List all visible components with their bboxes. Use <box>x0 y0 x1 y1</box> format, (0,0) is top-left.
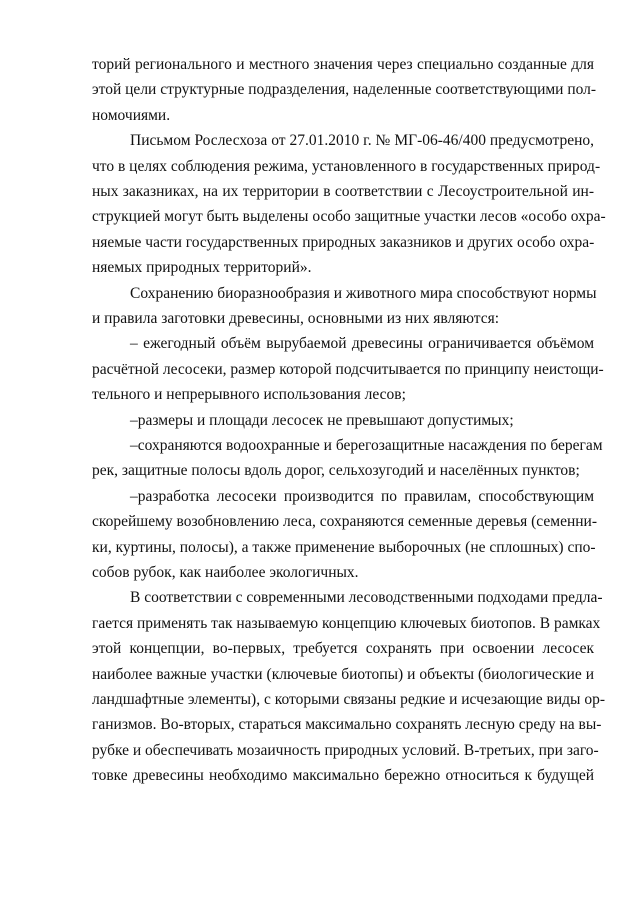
text-line: –сохраняются водоохранные и берегозащитные насаждения по берегам <box>130 437 603 454</box>
text-line: ки, куртины, полосы), а также применение выборочных (не сплошных) спо- <box>92 538 596 556</box>
text-line: – ежегодный объём вырубаемой древесины ограничивается объёмом <box>130 335 594 353</box>
text-line: В соответствии с современными лесоводственными подходами предла- <box>130 589 603 607</box>
text-line: ганизмов. Во-вторых, стараться максимально сохранять лесную среду на вы- <box>92 716 602 734</box>
text-line: этой концепции, во-первых, требуется сохранять при освоении лесосек <box>92 640 594 658</box>
text-line: ландшафтные элементы), с которыми связаны редкие и исчезающие виды ор- <box>92 691 605 708</box>
text-line: гается применять так называемую концепцию ключевых биотопов. В рамках <box>92 614 601 632</box>
text-line: –разработка лесосеки производится по правилам, способствующим <box>130 487 594 505</box>
text-line: няемых природных территорий». <box>92 259 312 277</box>
text-line: рубке и обеспечивать мозаичность природных условий. В-третьих, при заго- <box>92 741 599 759</box>
text-line: что в целях соблюдения режима, установленного в государственных природ- <box>92 157 601 175</box>
text-line: торий регионального и местного значения через специально созданные для <box>92 56 594 73</box>
text-line: товке древесины необходимо максимально бережно относиться к будущей <box>92 767 594 785</box>
text-line: тельного и непрерывного использования лесов; <box>92 386 406 404</box>
text-line: расчётной лесосеки, размер которой подсчитывается по принципу неистощи- <box>92 360 604 378</box>
text-line: рек, защитные полосы вдоль дорог, сельхозугодий и населённых пунктов; <box>92 462 580 480</box>
text-line: наиболее важные участки (ключевые биотопы) и объекты (биологические и <box>92 665 594 683</box>
text-line: няемые части государственных природных заказников и других особо охра- <box>92 233 595 251</box>
text-line: Сохранению биоразнообразия и животного мира способствуют нормы <box>130 284 597 302</box>
text-line: ных заказниках, на их территории в соответствии с Лесоустроительной ин- <box>92 183 594 200</box>
text-line: номочиями. <box>92 106 171 124</box>
text-line: и правила заготовки древесины, основными из них являются: <box>92 310 500 327</box>
text-line: скорейшему возобновлению леса, сохраняются семенные деревья (семенни- <box>92 513 597 531</box>
text-line: –размеры и площади лесосек не превышают допустимых; <box>130 411 514 429</box>
text-line: струкцией могут быть выделены особо защитные участки лесов «особо охра- <box>92 208 606 226</box>
text-line: собов рубок, как наиболее экологичных. <box>92 564 359 581</box>
text-line: этой цели структурные подразделения, наделенные соответствующими пол- <box>92 81 597 99</box>
text-line: Письмом Рослесхоза от 27.01.2010 г. № МГ-06-46/400 предусмотрено, <box>130 132 594 150</box>
